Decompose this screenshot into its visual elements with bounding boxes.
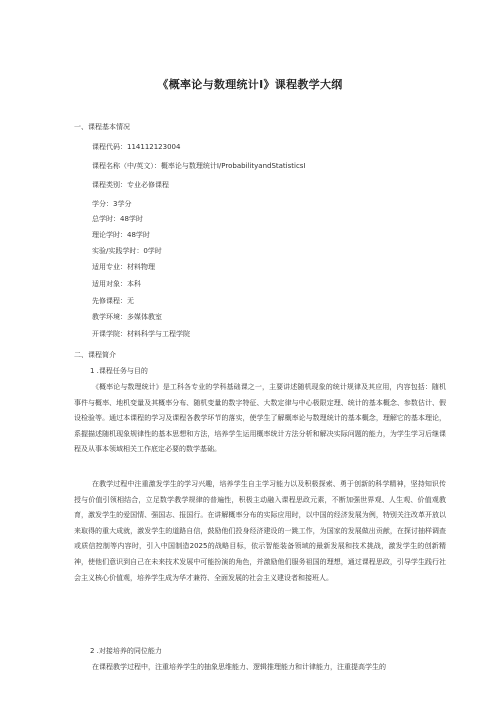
subheading-competencies: 2 .对接培养的同位能力 — [90, 647, 162, 655]
course-name: 课程名称（中/英文）：概率论与数理统计I/ProbabilityandStatisticsI — [92, 162, 306, 170]
document-title: 《概率论与数理统计I》课程教学大纲 — [157, 78, 343, 91]
credits: 学分：3学分 — [92, 200, 132, 208]
prerequisites: 先修课程：无 — [92, 297, 134, 305]
target-audience: 适用对象：本科 — [92, 280, 141, 288]
course-category: 课程类别：专业必修课程 — [92, 181, 169, 189]
offering-college: 开课学院：材料科学与工程学院 — [92, 330, 190, 338]
lab-hours: 实验/实践学时：0学时 — [92, 247, 162, 255]
section-heading-basic-info: 一、课程基本情况 — [74, 123, 130, 131]
subheading-task-purpose: 1 .课程任务与目的 — [90, 367, 148, 375]
total-hours: 总学时：48学时 — [92, 215, 143, 223]
theory-hours: 理论学时：48学时 — [92, 231, 150, 239]
paragraph-ideological-education: 在教学过程中注重激发学生的学习兴趣，培养学生自主学习能力以及积极探索、勇于创新的科学精神，坚持知识传授与价值引领相结合，立足数学教学规律的普遍性，积极主动融入课程思政元素，不断加强世界观、人生观、价值观教育，激发学生的爱国情、强国志、报国行。在讲解概率分布的实际应用时，以中国的经济发展为例，特别关注改革开放以来取得的重大成就，激发学生的道路自信，鼓励他们投身经济建设的一跳工作，为国家的发展做出贡献，在探讨抽样调查或质信控制等内容时，引入中国制造2025的战略目标，依示智能装备领域的最新发展和技术挑战，激发学生的创新精神，使他们意识到自己在未来技术发展中可能扮演的角色，并激励他们服务祖国的理想，通过课程思政，引导学生践行社会主义核心价值观，培养学生成为华才兼符、全面发展的社会主义建设者和接班人。 — [74, 480, 446, 582]
paragraph-teaching-process: 在课程教学过程中，注重培养学生的抽象思维能力、逻辑推理能力和计律能力，注重提高学生的 — [92, 663, 386, 671]
teaching-environment: 教学环境：多媒体教室 — [92, 313, 162, 321]
section-heading-course-intro: 二、课程简介 — [74, 351, 116, 359]
paragraph-course-overview: 《概率论与数理统计》是工科各专业的学科基础课之一，主要讲述随机现象的统计规律及其应用，内容包括：随机事件与概率、地机变量及其概率分布、随机变量的数字特征、大数定律与中心极限定理、统计的基本概念、参数估计、假设检验等。通过本课程的学习及课程各教学环节的落实，使学生了解概率论与数理统计的基本概念，理解它的基本理论，系握描述随机现象规律性的基本思想和方法，培养学生运用概率统计方法分析和解决实际问题的能力，为学生学习后继课程及从事本领域相关工作底定必要的数学基础。 — [74, 383, 446, 454]
course-code: 课程代码：114112123004 — [92, 143, 181, 151]
applicable-major: 适用专业：材料物理 — [92, 263, 155, 271]
